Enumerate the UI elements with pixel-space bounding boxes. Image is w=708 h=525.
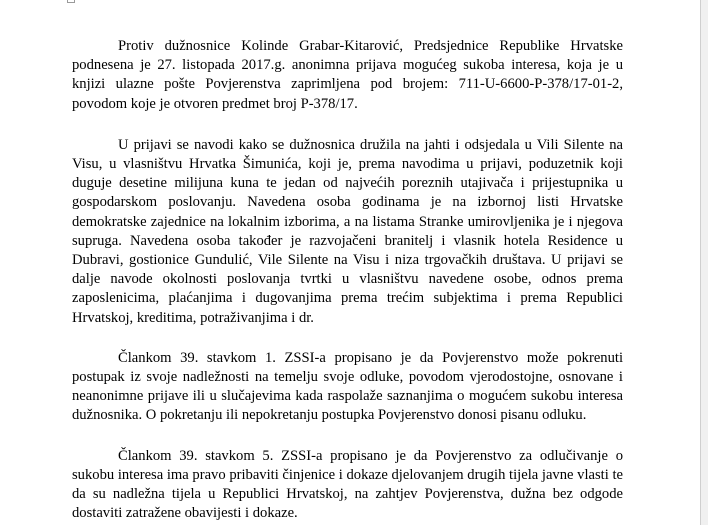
- paragraph-3: Člankom 39. stavkom 1. ZSSI-a propisano je da Povjerenstvo može pokrenuti postupak iz svoje nadležnosti na temelju svoje odluke, povodom vjerodostojne, osnovane i neanonimne prijave ili u slučajevima kada raspolaže saznanjima o mogućem sukobu interesa dužnosnika. O pokretanju ili nepokretanju postupka Povjerenstvo donosi pisanu odluku.: [72, 349, 623, 424]
- paragraph-2: U prijavi se navodi kako se dužnosnica družila na jahti i odsjedala u Vili Silente na Visu, u vlasništvu Hrvatka Šimunića, koji je, prema navodima u prijavi, poduzetnik koji duguje desetine milijuna kuna te jedan od najvećih poreznih utajivača i prijestupnika u gospodarskom poslovanju. Navedena osoba godinama je na izbornoj listi Hrvatske demokratske zajednice na lokalnim izborima, a na listama Stranke umirovljenika je i njegova supruga. Navedena osoba također je razvojačeni branitelj i vlasnik hotela Residence u Dubravi, gostionice Gundulić, Vile Silente na Visu i niza trgovačkih društava. U prijavi se dalje navode okolnosti poslovanja tvrtki u vlasništvu navedene osobe, odnos prema zaposlenicima, plaćanjima i dugovanjima prema trećim subjektima i prema Republici Hrvatskoj, kreditima, potraživanjima i dr.: [72, 136, 623, 326]
- page-gutter: [701, 0, 708, 525]
- paragraph-4: Člankom 39. stavkom 5. ZSSI-a propisano je da Povjerenstvo za odlučivanje o sukobu interesa ima pravo pribaviti činjenice i dokaze djelovanjem drugih tijela javne vlasti te da su nadležna tijela u Republici Hrvatskoj, na zahtjev Povjerenstva, dužna bez odgode dostaviti zatražene obavijesti i dokaze.: [72, 447, 623, 522]
- document-body: [72, 37, 623, 525]
- page-corner-mark: [67, 0, 75, 3]
- paragraph-1: Protiv dužnosnice Kolinde Grabar-Kitarović, Predsjednice Republike Hrvatske podnesena je 27. listopada 2017.g. anonimna prijava mogućeg sukoba interesa, koja je u knjizi ulazne pošte Povjerenstva zaprimljena pod brojem: 711-U-6600-P-378/17-01-2, povodom koje je otvoren predmet broj P-378/17.: [72, 38, 623, 112]
